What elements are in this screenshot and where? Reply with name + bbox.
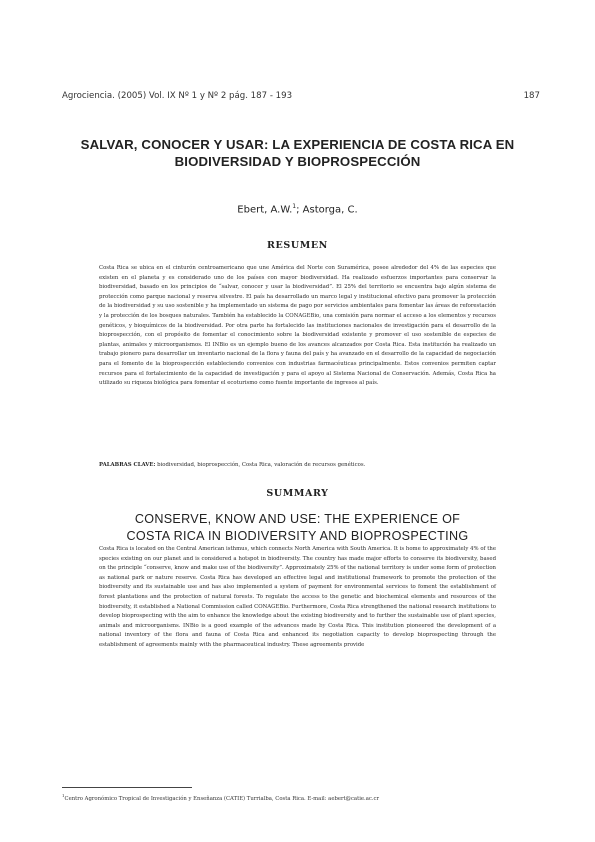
footnote-marker: 1 xyxy=(62,793,65,798)
keywords xyxy=(99,461,496,471)
footnote-text: Centro Agronómico Tropical de Investigación y Enseñanza (CATIE) Turrialba, Costa Rica. E-mail: aebert@catie.ac.cr xyxy=(64,795,380,802)
article-title-line-1: SALVAR, CONOCER Y USAR: LA EXPERIENCIA DE COSTA RICA EN xyxy=(80,137,515,152)
summary-body: Costa Rica is located on the Central American isthmus, which connects North America with South America. It is home to approximately 4% of the species existing on our planet and is considered a hotspot in biodiversity. The country has made major efforts to conserve its biodiversity, based on the principle “conserve, know and make use of the biodiversity”. Approximately 25% of the national territory is under some form of protection as national park or nature reserve. Costa Rica has developed an effective legal and institutional framework to promote the protection of the biodiversity and its sustainable use and has also implemented a system of payment for environmental services to foment the establishment of forest plantations and the protection of natural forests. To regulate the access to the genetic and biochemical elements and resources of the biodiversity, it established a National Commission called CONAGEBio. Furthermore, Costa Rica strengthened the national research institutions to develop bioprospecting with the aim to enhance the knowledge about the existing biodiversity and to further the sustainable use of plant species, animals and microorganisms. INBio is a good example of the advances made by Costa Rica. This institution pioneered the development of a national inventory of the flora and fauna of Costa Rica and enhanced its negotiation capacity to develop bioprospecting through the establishment of agreements mainly with the pharmaceutical industry. These agreements provide xyxy=(99,546,496,648)
english-title-line-2: COSTA RICA IN BIODIVERSITY AND BIOPROSPECTING xyxy=(126,529,469,543)
resumen-body: Costa Rica se ubica en el cinturón centroamericano que une América del Norte con Suramérica, posee alrededor del 4% de las especies que existen en el planeta y es considerado uno de los países con mayor biodiversidad. Ha realizado esfuerzos importantes para conservar la biodiversidad, basado en los principios de “salvar, conocer y usar la biodiversidad”. El 25% del territorio se encuentra bajo algún sistema de protección como parque nacional y reserva silvestre. El país ha desarrollado un marco legal y institucional efectivo para promover la protección de la biodiversidad y su uso sostenible y ha implementado un sistema de pago por servicios ambientales para fomentar las áreas de reforestación y la protección de los bosques naturales. También ha establecido la CONAGEBio, una comisión para normar el acceso a los elementos y recursos genéticos, y bioquímicos de la biodiversidad. Por otra parte ha fortalecido las instituciones nacionales de investigación para el desarrollo de la bioprospección, con el propósito de fomentar el conocimiento sobre la biodiversidad existente y promover el uso sostenible de especies de plantas, animales y microorganismos. El INBio es un ejemplo bueno de los avances alcanzados por Costa Rica. Esta institución ha realizado un trabajo pionero para desarrollar un inventario nacional de la flora y fauna del país y ha avanzado en el desarrollo de la capacidad de negociación para el fomento de la bioprospección estableciendo convenios con industrias farmacéuticas principalmente. Estos convenios permiten captar recursos para el fortalecimiento de la capacidad de investigación y para el apoyo al Sistema Nacional de Conservación. Además, Costa Rica ha utilizado su riqueza biológica para fomentar el ecoturismo como fuente importante de ingresos al país. xyxy=(99,265,496,387)
keywords-text: biodiversidad, bioprospección, Costa Rica, valoración de recursos genéticos. xyxy=(155,462,366,468)
keywords-label: PALABRAS CLAVE: xyxy=(99,462,156,468)
page-number: 187 xyxy=(523,91,540,101)
english-title-line-1: CONSERVE, KNOW AND USE: THE EXPERIENCE OF xyxy=(134,512,461,526)
english-title xyxy=(40,511,555,545)
article-title-line-2: BIODIVERSIDAD Y BIOPROSPECCIÓN xyxy=(174,154,421,169)
running-head xyxy=(62,89,540,103)
journal-citation: Agrociencia. (2005) Vol. IX Nº 1 y Nº 2 pág. 187 - 193 xyxy=(62,91,293,101)
footnote-divider xyxy=(62,787,192,788)
author-first: Ebert, A.W. xyxy=(237,204,293,216)
affiliation-marker: 1 xyxy=(292,203,297,210)
article-title xyxy=(40,136,555,170)
author-rest: ; Astorga, C. xyxy=(296,204,358,216)
author-list xyxy=(40,203,555,215)
resumen-heading: RESUMEN xyxy=(267,240,328,251)
footnote xyxy=(62,792,533,803)
summary-heading: SUMMARY xyxy=(266,488,329,499)
